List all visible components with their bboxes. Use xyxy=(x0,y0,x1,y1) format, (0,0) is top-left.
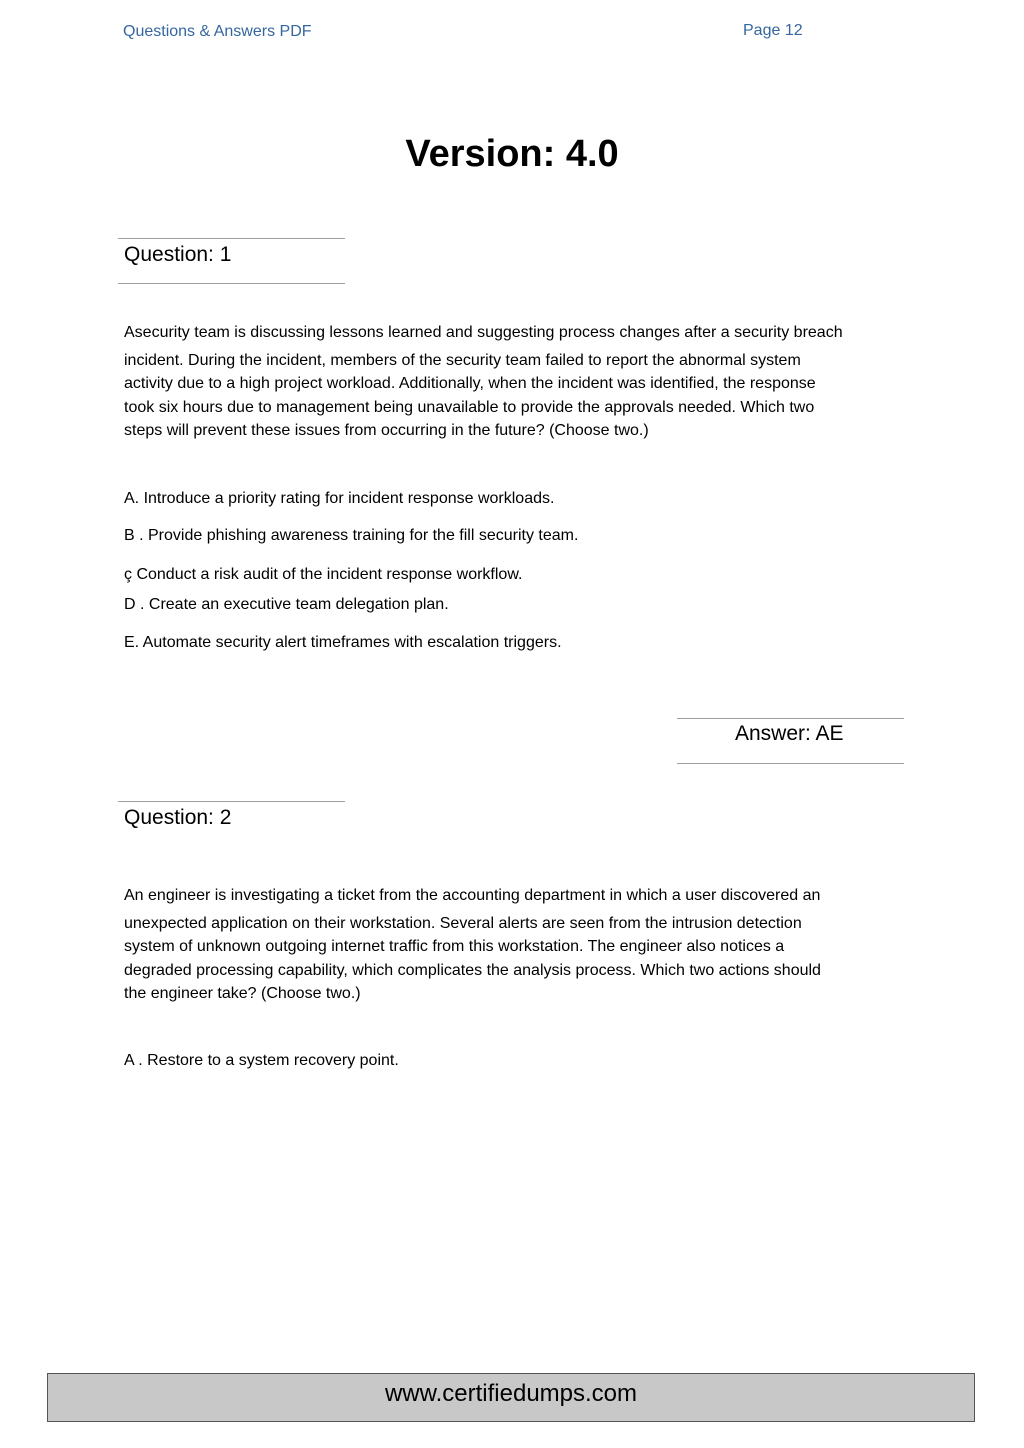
option-c-mark: ç xyxy=(124,566,132,583)
question-1-top-rule xyxy=(118,238,345,239)
question-1-label: Question: 1 xyxy=(124,243,232,266)
header-page-number: Page 12 xyxy=(743,22,803,39)
question-2-line: An engineer is investigating a ticket from the accounting department in which a user discovered an xyxy=(124,887,821,904)
question-1-line: Asecurity team is discussing lessons learned and suggesting process changes after a security breach xyxy=(124,324,843,341)
question-2-label: Question: 2 xyxy=(124,806,232,829)
question-1-text xyxy=(124,321,914,443)
question-2-text xyxy=(124,884,914,1006)
question-1-bottom-rule xyxy=(118,283,345,284)
question-2-line: system of unknown outgoing internet traffic from this workstation. The engineer also notices a xyxy=(124,938,785,955)
question-2-line: unexpected application on their workstation. Several alerts are seen from the intrusion detection xyxy=(124,914,802,932)
question-1-line: took six hours due to management being unavailable to provide the approvals needed. Which two xyxy=(124,398,815,416)
question-1-line: steps will prevent these issues from occurring in the future? (Choose two.) xyxy=(124,422,649,439)
question-1-line: activity due to a high project workload. Additionally, when the incident was identified, the response xyxy=(124,375,816,392)
question-2-top-rule xyxy=(118,801,345,802)
answer-bottom-rule xyxy=(677,763,904,764)
question-1-option-e: E. Automate security alert timeframes with escalation triggers. xyxy=(124,634,562,651)
question-1-option-b: B . Provide phishing awareness training for the fill security team. xyxy=(124,527,579,544)
question-2-line: the engineer take? (Choose two.) xyxy=(124,985,361,1002)
version-title: Version: 4.0 xyxy=(405,133,619,175)
header-doc-title: Questions & Answers PDF xyxy=(123,23,312,40)
question-2-line: degraded processing capability, which complicates the analysis process. Which two actions should xyxy=(124,961,821,979)
question-2-option-a: A . Restore to a system recovery point. xyxy=(124,1052,399,1069)
footer-bar xyxy=(47,1373,975,1422)
footer-url[interactable]: www.certifiedumps.com xyxy=(384,1380,638,1407)
question-1-option-d: D . Create an executive team delegation plan. xyxy=(124,596,449,613)
question-1-option-c xyxy=(124,566,522,584)
option-c-text: Conduct a risk audit of the incident response workflow. xyxy=(136,566,523,583)
answer-label: Answer: AE xyxy=(735,722,844,745)
answer-top-rule xyxy=(677,718,904,719)
question-1-line: incident. During the incident, members of the security team failed to report the abnormal system xyxy=(124,351,801,369)
question-1-option-a: A. Introduce a priority rating for incident response workloads. xyxy=(124,490,555,507)
